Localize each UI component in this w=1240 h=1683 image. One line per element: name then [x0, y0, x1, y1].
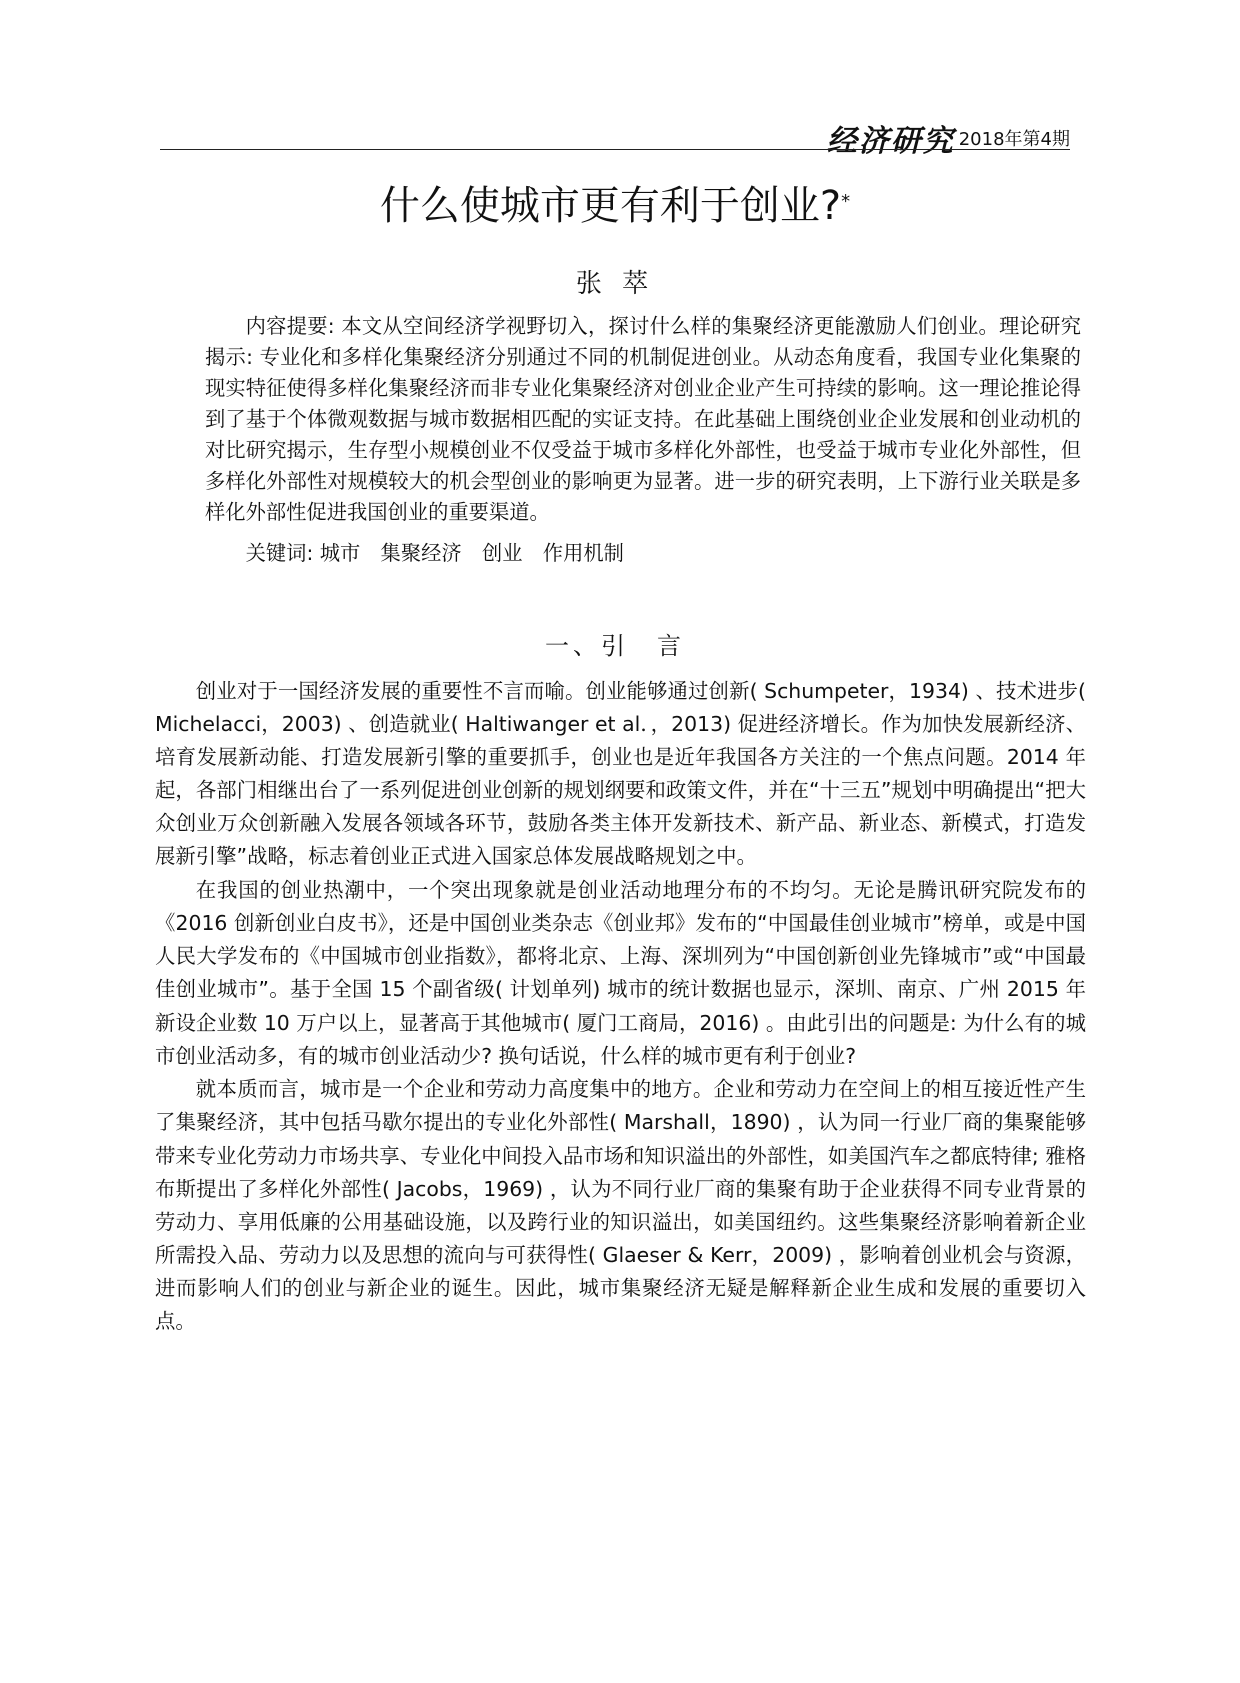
article-author: 张 萃	[575, 269, 655, 299]
body-paragraph: 在我国的创业热潮中，一个突出现象就是创业活动地理分布的不均匀。无论是腾讯研究院发布的《2016 创新创业白皮书》，还是中国创业类杂志《创业邦》发布的“中国最佳创业城市”榜单，或是中国人民大学发布的《中国城市创业指数》，都将北京、上海、深圳列为“中国创新创业先锋城市”或“中国最佳创业城市”。基于全国 15 个副省级( 计划单列) 城市的统计数据也显示，深圳、南京、广州 2015 年新设企业数 10 万户以上，显著高于其他城市( 厦门工商局，2016) 。由此引出的问题是: 为什么有的城市创业活动多，有的城市创业活动少? 换句话说，什么样的城市更有利于创业?	[155, 878, 1086, 1068]
journal-masthead	[827, 116, 1070, 160]
body-text	[155, 675, 1086, 1339]
article-title	[160, 178, 1070, 234]
body-paragraph: 就本质而言，城市是一个企业和劳动力高度集中的地方。企业和劳动力在空间上的相互接近性产生了集聚经济，其中包括马歇尔提出的专业化外部性( Marshall，1890) ，认为同一行业厂商的集聚能够带来专业化劳动力市场共享、专业化中间投入品市场和知识溢出的外部性，如美国汽车之都底特律; 雅格布斯提出了多样化外部性( Jacobs，1969) ，认为不同行业厂商的集聚有助于企业获得不同专业背景的劳动力、享用低廉的公用基础设施，以及跨行业的知识溢出，如美国纽约。这些集聚经济影响着新企业所需投入品、劳动力以及思想的流向与可获得性( Glaeser & Kerr，2009) ，影响着创业机会与资源，进而影响人们的创业与新企业的诞生。因此，城市集聚经济无疑是解释新企业生成和发展的重要切入点。	[155, 1077, 1086, 1333]
header-rule	[160, 149, 1070, 150]
title-footnote-mark: *	[841, 191, 851, 212]
section-heading: 一、引 言	[545, 632, 685, 660]
abstract	[205, 311, 1081, 528]
article-title-text: 什么使城市更有利于创业?	[379, 183, 842, 229]
abstract-text: 内容提要: 本文从空间经济学视野切入，探讨什么样的集聚经济更能激励人们创业。理论研究揭示: 专业化和多样化集聚经济分别通过不同的机制促进创业。从动态角度看，我国专业化集聚的现实特征使得多样化集聚经济而非专业化集聚经济对创业企业产生可持续的影响。这一理论推论得到了基于个体微观数据与城市数据相匹配的实证支持。在此基础上围绕创业企业发展和创业动机的对比研究揭示，生存型小规模创业不仅受益于城市多样化外部性，也受益于城市专业化外部性，但多样化外部性对规模较大的机会型创业的影响更为显著。进一步的研究表明，上下游行业关联是多样化外部性促进我国创业的重要渠道。	[205, 314, 1081, 524]
journal-logo: 经济研究	[826, 124, 955, 159]
body-paragraph: 创业对于一国经济发展的重要性不言而喻。创业能够通过创新( Schumpeter，1934) 、技术进步( Michelacci，2003) 、创造就业( Haltiwanger et al．，2013) 促进经济增长。作为加快发展新经济、培育发展新动能、打造发展新引擎的重要抓手，创业也是近年我国各方关注的一个焦点问题。2014 年起，各部门相继出台了一系列促进创业创新的规划纲要和政策文件，并在“十三五”规划中明确提出“把大众创业万众创新融入发展各领域各环节，鼓励各类主体开发新技术、新产品、新业态、新模式，打造发展新引擎”战略，标志着创业正式进入国家总体发展战略规划之中。	[155, 679, 1086, 869]
keywords: 关键词: 城市 集聚经济 创业 作用机制	[245, 541, 624, 565]
running-head	[160, 110, 1070, 159]
journal-issue: 2018年第4期	[958, 129, 1070, 150]
